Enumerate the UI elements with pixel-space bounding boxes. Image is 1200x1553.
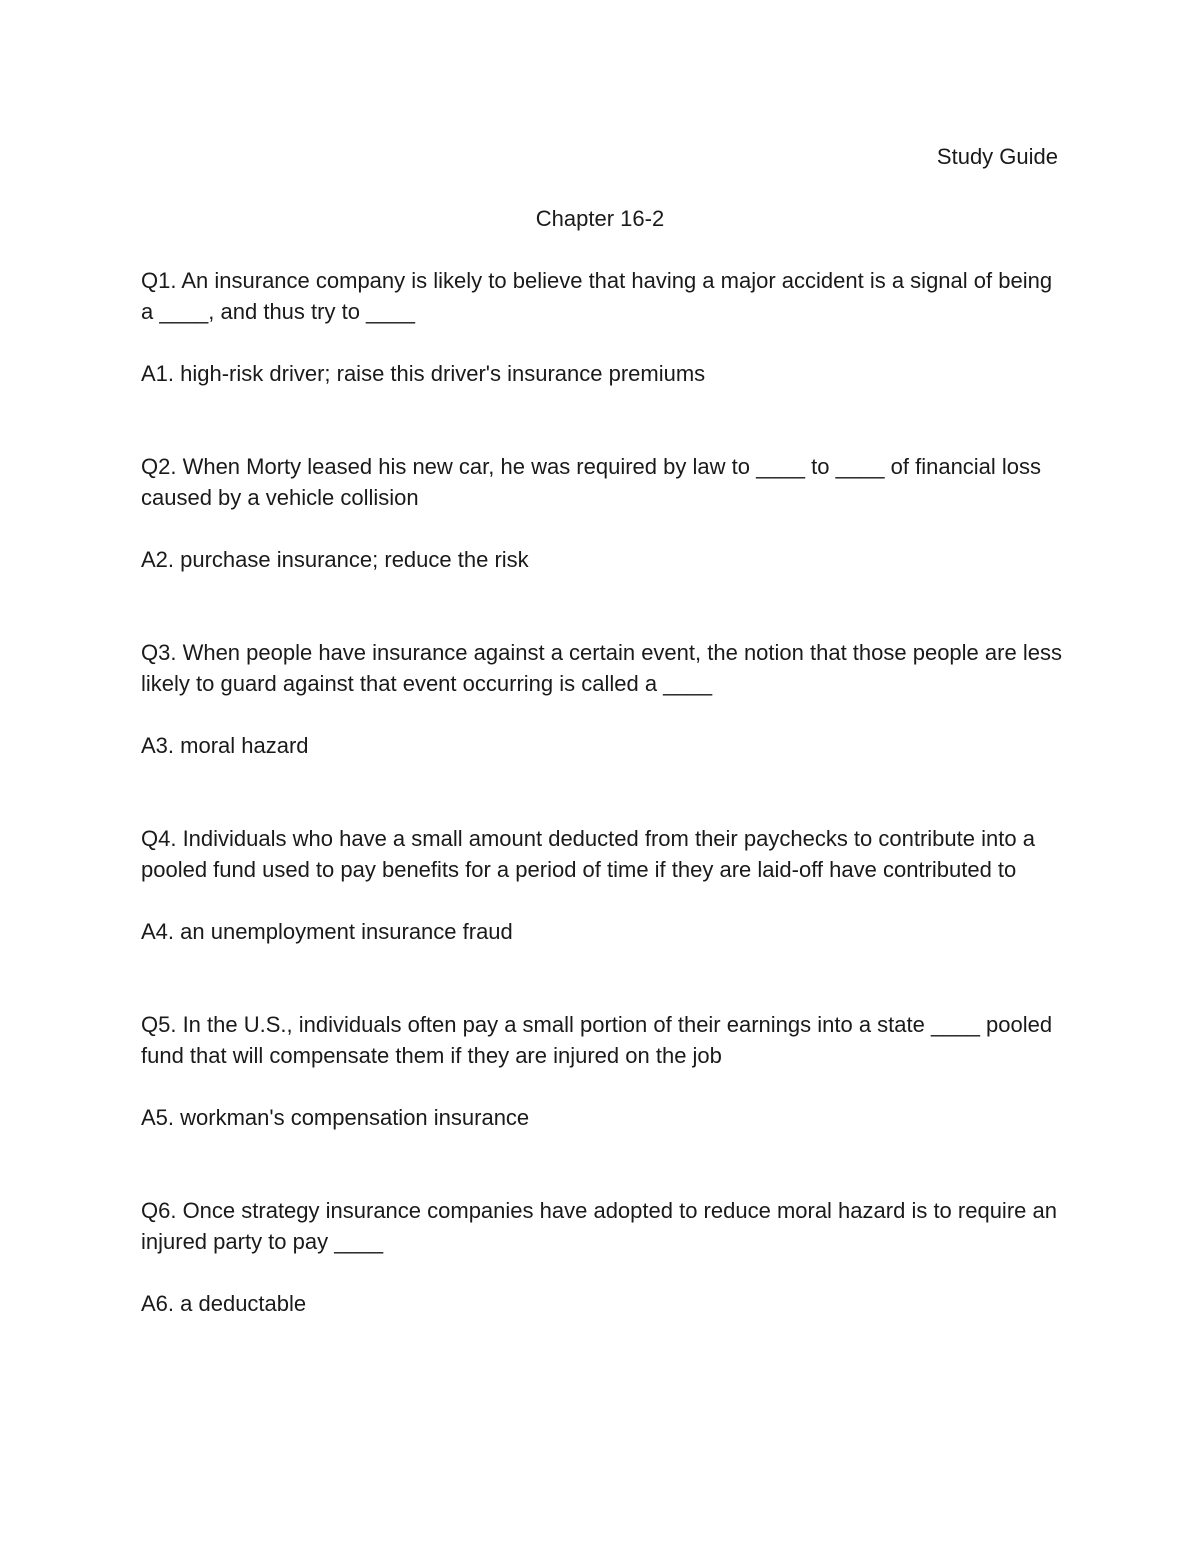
qa-item-5 bbox=[141, 1009, 1066, 1133]
qa-item-1 bbox=[141, 265, 1066, 389]
qa-item-3 bbox=[141, 637, 1066, 761]
answer-2: A2. purchase insurance; reduce the risk bbox=[141, 547, 529, 572]
question-3: Q3. When people have insurance against a certain event, the notion that those people are less likely to guard against that event occurring is called a ____ bbox=[141, 640, 1062, 696]
qa-list bbox=[141, 265, 1066, 1319]
question-2: Q2. When Morty leased his new car, he was required by law to ____ to ____ of financial loss caused by a vehicle collision bbox=[141, 454, 1042, 510]
answer-6: A6. a deductable bbox=[141, 1291, 307, 1316]
question-5: Q5. In the U.S., individuals often pay a small portion of their earnings into a state ____ pooled fund that will compensate them if they are injured on the job bbox=[141, 1012, 1053, 1068]
question-1: Q1. An insurance company is likely to believe that having a major accident is a signal of being a ____, and thus try to ____ bbox=[141, 268, 1053, 324]
qa-item-4 bbox=[141, 823, 1066, 947]
question-6: Q6. Once strategy insurance companies have adopted to reduce moral hazard is to require an injured party to pay ____ bbox=[141, 1198, 1057, 1254]
answer-1: A1. high-risk driver; raise this driver's insurance premiums bbox=[141, 361, 706, 386]
answer-4: A4. an unemployment insurance fraud bbox=[141, 919, 513, 944]
qa-item-6 bbox=[141, 1195, 1066, 1319]
answer-5: A5. workman's compensation insurance bbox=[141, 1105, 530, 1130]
document-title: Study Guide bbox=[936, 144, 1058, 169]
qa-item-2 bbox=[141, 451, 1066, 575]
answer-3: A3. moral hazard bbox=[141, 733, 309, 758]
chapter-heading: Chapter 16-2 bbox=[535, 206, 665, 231]
question-4: Q4. Individuals who have a small amount deducted from their paychecks to contribute into a pooled fund used to pay benefits for a period of time if they are laid-off have contributed to bbox=[141, 826, 1035, 882]
